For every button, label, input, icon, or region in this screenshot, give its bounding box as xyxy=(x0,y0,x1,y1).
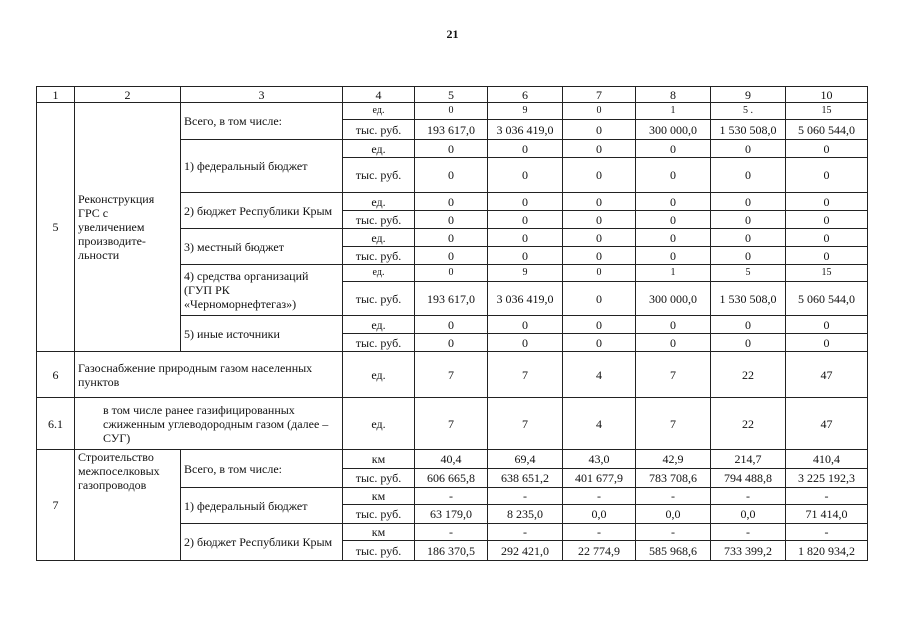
unit-cell: ед. xyxy=(343,316,415,334)
value-cell: 22 774,9 xyxy=(563,541,636,561)
value-cell: 0 xyxy=(563,120,636,140)
value-cell: 0 xyxy=(563,103,636,120)
value-cell: - xyxy=(415,524,488,541)
value-cell: 1 530 508,0 xyxy=(711,120,786,140)
source-label: Всего, в том числе: xyxy=(181,450,343,488)
value-cell: 0 xyxy=(415,316,488,334)
value-cell: 193 617,0 xyxy=(415,120,488,140)
value-cell: 214,7 xyxy=(711,450,786,469)
source-label: 5) иные источники xyxy=(181,316,343,352)
value-cell: 401 677,9 xyxy=(563,469,636,488)
unit-cell: тыс. руб. xyxy=(343,282,415,316)
value-cell: 300 000,0 xyxy=(636,120,711,140)
value-cell: - xyxy=(488,524,563,541)
investment-table xyxy=(36,86,868,561)
col-header: 4 xyxy=(343,87,415,103)
row-number: 6.1 xyxy=(37,398,75,450)
value-cell: 0 xyxy=(415,229,488,247)
unit-cell: ед. xyxy=(343,193,415,211)
value-cell: - xyxy=(636,524,711,541)
value-cell: 7 xyxy=(488,398,563,450)
source-label: 3) местный бюджет xyxy=(181,229,343,265)
value-cell: 0 xyxy=(563,140,636,158)
value-cell: 186 370,5 xyxy=(415,541,488,561)
value-cell: 0 xyxy=(786,158,868,193)
unit-cell: тыс. руб. xyxy=(343,120,415,140)
value-cell: - xyxy=(786,524,868,541)
value-cell: 0 xyxy=(786,334,868,352)
value-cell: 63 179,0 xyxy=(415,505,488,524)
value-cell: 0 xyxy=(711,247,786,265)
value-cell: 0 xyxy=(636,193,711,211)
value-cell: 0 xyxy=(636,316,711,334)
value-cell: 9 xyxy=(488,103,563,120)
value-cell: 0 xyxy=(636,158,711,193)
row-title: Реконструкция ГРС с увеличением производите-льности xyxy=(75,103,181,352)
value-cell: 0 xyxy=(415,140,488,158)
value-cell: 0 xyxy=(711,316,786,334)
unit-cell: тыс. руб. xyxy=(343,334,415,352)
value-cell: 0 xyxy=(563,282,636,316)
value-cell: 0 xyxy=(786,229,868,247)
value-cell: 3 225 192,3 xyxy=(786,469,868,488)
value-cell: 5 060 544,0 xyxy=(786,282,868,316)
col-header: 8 xyxy=(636,87,711,103)
value-cell: 4 xyxy=(563,352,636,398)
value-cell: 0 xyxy=(563,316,636,334)
value-cell: 0 xyxy=(711,140,786,158)
value-cell: 5 060 544,0 xyxy=(786,120,868,140)
value-cell: - xyxy=(711,524,786,541)
unit-cell: ед. xyxy=(343,103,415,120)
col-header: 2 xyxy=(75,87,181,103)
value-cell: 42,9 xyxy=(636,450,711,469)
unit-cell: км xyxy=(343,524,415,541)
row-number: 6 xyxy=(37,352,75,398)
value-cell: 0 xyxy=(563,334,636,352)
value-cell: 3 036 419,0 xyxy=(488,282,563,316)
value-cell: 0 xyxy=(415,334,488,352)
value-cell: 0 xyxy=(415,211,488,229)
header-row xyxy=(37,87,868,103)
value-cell: 0 xyxy=(563,247,636,265)
unit-cell: км xyxy=(343,450,415,469)
value-cell: 0 xyxy=(563,211,636,229)
value-cell: 71 414,0 xyxy=(786,505,868,524)
value-cell: 5 xyxy=(711,265,786,282)
value-cell: 7 xyxy=(636,398,711,450)
unit-cell: тыс. руб. xyxy=(343,541,415,561)
value-cell: 0 xyxy=(488,140,563,158)
source-label: 4) средства организаций (ГУП РК «Черноморнефтегаз») xyxy=(181,265,343,316)
value-cell: - xyxy=(563,488,636,505)
value-cell: 0 xyxy=(563,265,636,282)
value-cell: 9 xyxy=(488,265,563,282)
value-cell: 292 421,0 xyxy=(488,541,563,561)
value-cell: 0 xyxy=(636,247,711,265)
value-cell: 43,0 xyxy=(563,450,636,469)
value-cell: 0 xyxy=(563,158,636,193)
value-cell: 0 xyxy=(786,193,868,211)
row-title: в том числе ранее газифицированных сжиженным углеводородным газом (далее – СУГ) xyxy=(75,398,343,450)
value-cell: 193 617,0 xyxy=(415,282,488,316)
value-cell: 22 xyxy=(711,398,786,450)
value-cell: 47 xyxy=(786,398,868,450)
value-cell: 0 xyxy=(488,247,563,265)
value-cell: 15 xyxy=(786,265,868,282)
source-label: 2) бюджет Республики Крым xyxy=(181,193,343,229)
value-cell: - xyxy=(786,488,868,505)
unit-cell: тыс. руб. xyxy=(343,505,415,524)
value-cell: 0 xyxy=(786,316,868,334)
value-cell: 8 235,0 xyxy=(488,505,563,524)
row-title: Строительство межпоселковых газопроводов xyxy=(75,450,181,561)
value-cell: 40,4 xyxy=(415,450,488,469)
value-cell: 0 xyxy=(415,265,488,282)
row-number: 7 xyxy=(37,450,75,561)
source-label: 1) федеральный бюджет xyxy=(181,488,343,524)
unit-cell: тыс. руб. xyxy=(343,158,415,193)
value-cell: 0 xyxy=(488,334,563,352)
value-cell: 0,0 xyxy=(636,505,711,524)
table-row xyxy=(37,398,868,450)
value-cell: 1 xyxy=(636,103,711,120)
unit-cell: ед. xyxy=(343,140,415,158)
value-cell: 0 xyxy=(563,229,636,247)
value-cell: 47 xyxy=(786,352,868,398)
value-cell: - xyxy=(488,488,563,505)
value-cell: 0 xyxy=(786,140,868,158)
row-title: Газоснабжение природным газом населенных пунктов xyxy=(75,352,343,398)
col-header: 1 xyxy=(37,87,75,103)
value-cell: 3 036 419,0 xyxy=(488,120,563,140)
value-cell: 1 xyxy=(636,265,711,282)
value-cell: 0 xyxy=(786,247,868,265)
value-cell: 69,4 xyxy=(488,450,563,469)
col-header: 9 xyxy=(711,87,786,103)
value-cell: 15 xyxy=(786,103,868,120)
unit-cell: ед. xyxy=(343,229,415,247)
value-cell: 783 708,6 xyxy=(636,469,711,488)
unit-cell: тыс. руб. xyxy=(343,247,415,265)
value-cell: 7 xyxy=(488,352,563,398)
value-cell: 606 665,8 xyxy=(415,469,488,488)
value-cell: 0 xyxy=(711,229,786,247)
value-cell: - xyxy=(711,488,786,505)
value-cell: 733 399,2 xyxy=(711,541,786,561)
col-header: 7 xyxy=(563,87,636,103)
value-cell: 300 000,0 xyxy=(636,282,711,316)
value-cell: 794 488,8 xyxy=(711,469,786,488)
value-cell: 7 xyxy=(415,352,488,398)
value-cell: 0 xyxy=(415,247,488,265)
value-cell: 0 xyxy=(488,316,563,334)
value-cell: 0 xyxy=(711,211,786,229)
value-cell: 5 . xyxy=(711,103,786,120)
table-row xyxy=(37,103,868,120)
unit-cell: ед. xyxy=(343,398,415,450)
value-cell: 0 xyxy=(711,158,786,193)
unit-cell: тыс. руб. xyxy=(343,211,415,229)
unit-cell: тыс. руб. xyxy=(343,469,415,488)
table-row xyxy=(37,450,868,469)
value-cell: 0 xyxy=(415,158,488,193)
value-cell: 638 651,2 xyxy=(488,469,563,488)
value-cell: 0,0 xyxy=(711,505,786,524)
value-cell: 585 968,6 xyxy=(636,541,711,561)
col-header: 3 xyxy=(181,87,343,103)
value-cell: 1 530 508,0 xyxy=(711,282,786,316)
value-cell: 0 xyxy=(636,334,711,352)
value-cell: 0 xyxy=(711,193,786,211)
row-number: 5 xyxy=(37,103,75,352)
value-cell: 0,0 xyxy=(563,505,636,524)
value-cell: 0 xyxy=(563,193,636,211)
value-cell: 4 xyxy=(563,398,636,450)
value-cell: 0 xyxy=(415,193,488,211)
value-cell: 0 xyxy=(636,140,711,158)
value-cell: - xyxy=(563,524,636,541)
source-label: Всего, в том числе: xyxy=(181,103,343,140)
source-label: 1) федеральный бюджет xyxy=(181,140,343,193)
value-cell: 0 xyxy=(488,211,563,229)
value-cell: 0 xyxy=(415,103,488,120)
value-cell: - xyxy=(415,488,488,505)
value-cell: 0 xyxy=(636,229,711,247)
page-number: 21 xyxy=(446,27,459,41)
value-cell: - xyxy=(636,488,711,505)
unit-cell: ед. xyxy=(343,265,415,282)
value-cell: 1 820 934,2 xyxy=(786,541,868,561)
col-header: 10 xyxy=(786,87,868,103)
col-header: 5 xyxy=(415,87,488,103)
value-cell: 7 xyxy=(636,352,711,398)
value-cell: 410,4 xyxy=(786,450,868,469)
value-cell: 0 xyxy=(488,193,563,211)
unit-cell: ед. xyxy=(343,352,415,398)
value-cell: 0 xyxy=(636,211,711,229)
value-cell: 0 xyxy=(786,211,868,229)
value-cell: 0 xyxy=(711,334,786,352)
table-row xyxy=(37,352,868,398)
value-cell: 0 xyxy=(488,229,563,247)
value-cell: 7 xyxy=(415,398,488,450)
value-cell: 22 xyxy=(711,352,786,398)
value-cell: 0 xyxy=(488,158,563,193)
col-header: 6 xyxy=(488,87,563,103)
source-label: 2) бюджет Республики Крым xyxy=(181,524,343,561)
unit-cell: км xyxy=(343,488,415,505)
